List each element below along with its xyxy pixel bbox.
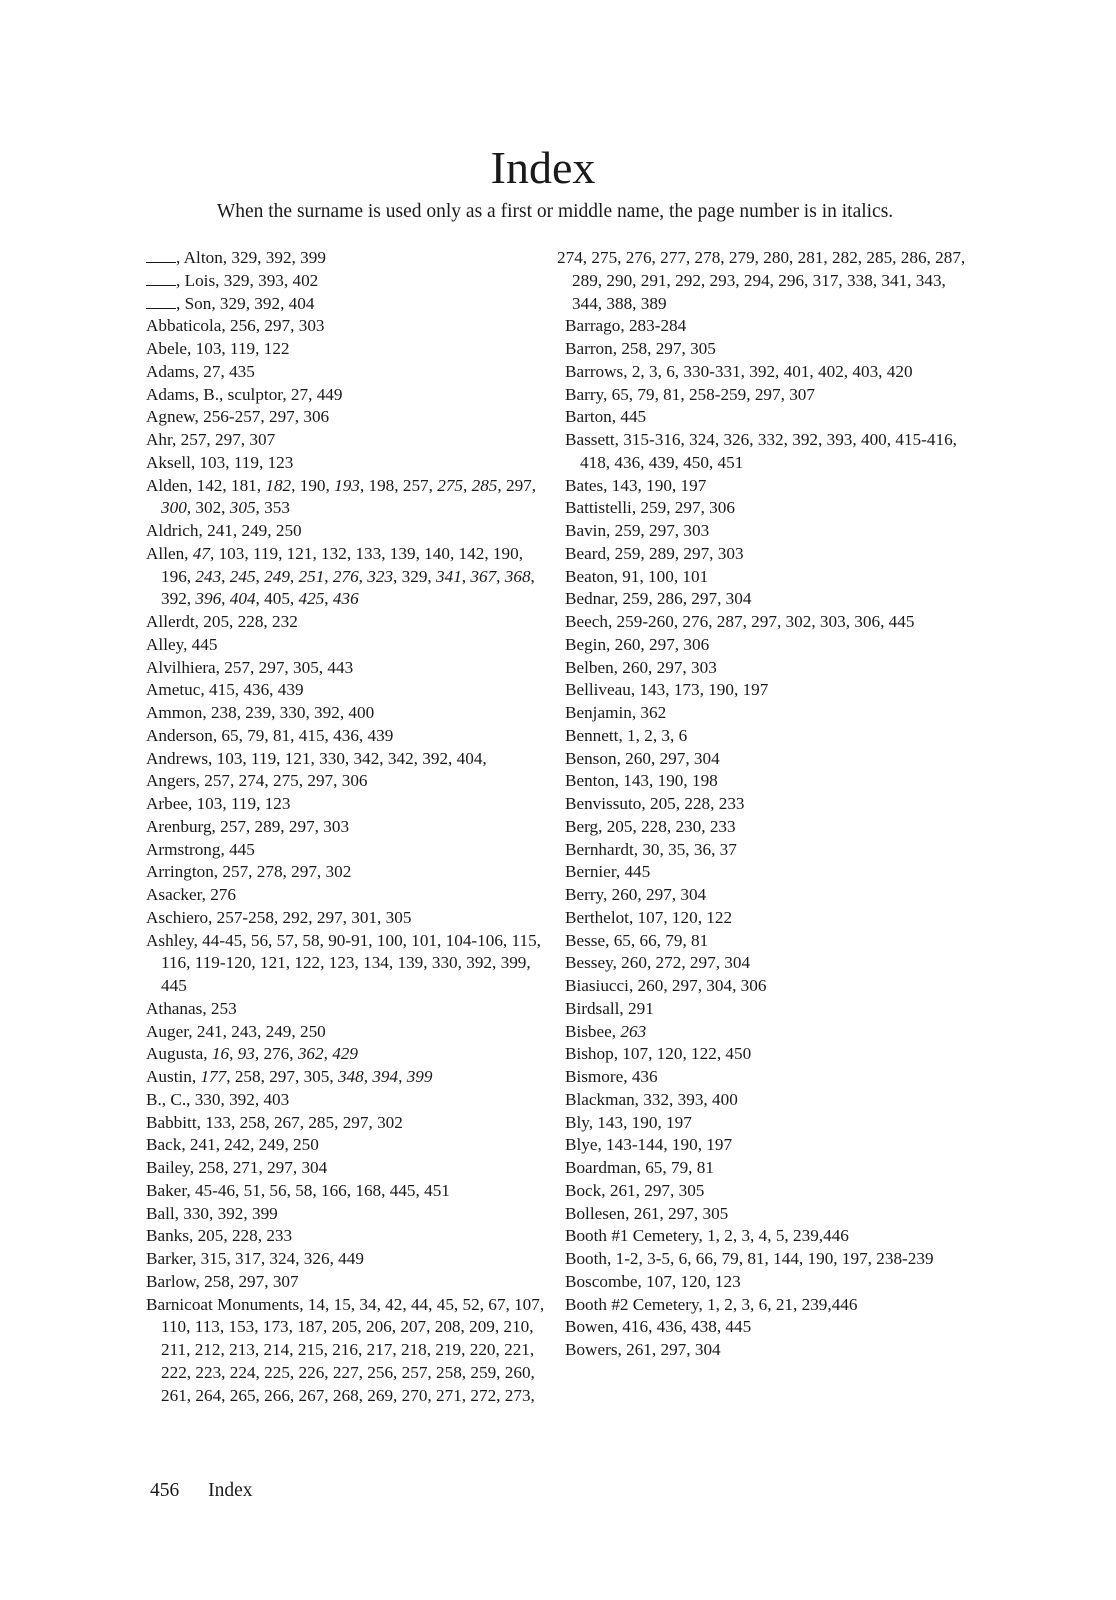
page-number: 456 (150, 1480, 180, 1501)
index-entry: Aksell, 103, 119, 123 (146, 452, 294, 472)
index-entry: Birdsall, 291 (565, 998, 654, 1018)
right-column (557, 247, 975, 1362)
italic-page-number: 245 (229, 566, 256, 586)
index-entry: Beaton, 91, 100, 101 (565, 566, 709, 586)
italic-page-number: 16 (211, 1044, 230, 1064)
left-column (146, 247, 556, 1407)
index-entry: Barrows, 2, 3, 6, 330-331, 392, 401, 402, 403, 420 (565, 361, 913, 381)
index-entry: Booth #1 Cemetery, 1, 2, 3, 4, 5, 239,446 (565, 1226, 849, 1246)
page-title: Index (490, 142, 596, 193)
index-entry: Besse, 65, 66, 79, 81 (565, 930, 709, 950)
index-entry: Beech, 259-260, 276, 287, 297, 302, 303, 306, 445 (565, 612, 915, 631)
italic-page-number: 429 (332, 1044, 358, 1064)
blank-surname-line (146, 296, 176, 309)
italic-page-number: 368 (504, 566, 531, 586)
italic-page-number: 367 (470, 566, 497, 586)
italic-page-number: 193 (334, 475, 360, 495)
index-entry: Beard, 259, 289, 297, 303 (565, 543, 744, 563)
index-entry: Belben, 260, 297, 303 (565, 657, 717, 677)
index-entry: Berg, 205, 228, 230, 233 (565, 816, 736, 836)
italic-page-number: 251 (298, 566, 325, 586)
index-entry: Barton, 445 (565, 407, 647, 427)
index-entry: Bisbee, 263 (565, 1021, 647, 1041)
page-subtitle: When the surname is used only as a first or middle name, the page number is in italics. (216, 201, 894, 222)
italic-page-number: 47 (192, 543, 210, 563)
footer-section: Index (208, 1480, 253, 1501)
index-entry: Barron, 258, 297, 305 (565, 339, 716, 358)
index-entry: Alden, 142, 181, 182, 190, 193, 198, 257, 275, 285, 297, 300, 302, 305, 353 (146, 475, 537, 518)
index-entry: Barker, 315, 317, 324, 326, 449 (146, 1249, 364, 1268)
index-entry: Battistelli, 259, 297, 306 (565, 498, 735, 518)
index-entry: Baker, 45-46, 51, 56, 58, 166, 168, 445, 451 (146, 1180, 450, 1200)
index-entry: Bismore, 436 (565, 1067, 658, 1086)
index-entry: Berthelot, 107, 120, 122 (565, 907, 733, 927)
index-entry: Andrews, 103, 119, 121, 330, 342, 342, 392, 404, (146, 748, 487, 768)
index-entry: Arrington, 257, 278, 297, 302 (146, 862, 352, 882)
index-entry: Blye, 143-144, 190, 197 (565, 1135, 733, 1155)
index-entry: Banks, 205, 228, 233 (146, 1226, 293, 1246)
index-entry: Bowers, 261, 297, 304 (565, 1340, 721, 1359)
index-entry: 274, 275, 276, 277, 278, 279, 280, 281, 282, 285, 286, 287, 289, 290, 291, 292, 293, 294, 296, 317, 338, 341, 343, 344, 388, 389 (557, 248, 966, 313)
index-entry: Agnew, 256-257, 297, 306 (146, 407, 330, 427)
index-entry: Benson, 260, 297, 304 (565, 748, 720, 768)
index-entry: Back, 241, 242, 249, 250 (146, 1135, 319, 1155)
italic-page-number: 425 (298, 589, 325, 609)
italic-page-number: 404 (229, 589, 256, 609)
italic-page-number: 263 (620, 1021, 647, 1041)
italic-page-number: 394 (372, 1067, 399, 1086)
italic-page-number: 396 (195, 589, 222, 609)
index-entry: B., C., 330, 392, 403 (146, 1089, 290, 1109)
index-entry: Barrago, 283-284 (565, 316, 687, 336)
index-entry: Alvilhiera, 257, 297, 305, 443 (146, 657, 354, 677)
italic-page-number: 249 (264, 566, 290, 586)
index-entry: Armstrong, 445 (146, 839, 255, 859)
italic-page-number: 323 (367, 566, 394, 586)
italic-page-number: 399 (406, 1067, 433, 1086)
index-entry: , Lois, 329, 393, 402 (146, 270, 556, 293)
index-entry: , Son, 329, 392, 404 (146, 293, 556, 316)
index-entry: Aschiero, 257-258, 292, 297, 301, 305 (146, 907, 412, 927)
index-entry: , Alton, 329, 392, 399 (146, 247, 556, 270)
index-entry: Ammon, 238, 239, 330, 392, 400 (146, 703, 375, 722)
index-entry: Austin, 177, 258, 297, 305, 348, 394, 399 (146, 1067, 433, 1086)
italic-page-number: 243 (195, 566, 222, 586)
index-entry: Bishop, 107, 120, 122, 450 (565, 1044, 752, 1064)
index-entry: Barry, 65, 79, 81, 258-259, 297, 307 (565, 384, 815, 404)
index-entry: Abbaticola, 256, 297, 303 (146, 316, 325, 336)
index-entry: Ametuc, 415, 436, 439 (146, 680, 304, 700)
index-entry: Athanas, 253 (146, 998, 237, 1018)
index-entry: Benton, 143, 190, 198 (565, 771, 718, 791)
index-entry: Blackman, 332, 393, 400 (565, 1089, 738, 1109)
index-entry: Babbitt, 133, 258, 267, 285, 297, 302 (146, 1112, 403, 1132)
index-entry: Booth, 1-2, 3-5, 6, 66, 79, 81, 144, 190, 197, 238-239 (565, 1249, 934, 1268)
index-entry: Bessey, 260, 272, 297, 304 (565, 953, 751, 973)
italic-page-number: 341 (436, 566, 462, 586)
index-entry: Bock, 261, 297, 305 (565, 1180, 705, 1200)
index-entry: Angers, 257, 274, 275, 297, 306 (146, 771, 368, 791)
italic-page-number: 93 (237, 1044, 255, 1064)
index-entry: Ahr, 257, 297, 307 (146, 430, 276, 449)
index-entry: Barnicoat Monuments, 14, 15, 34, 42, 44, 45, 52, 67, 107, 110, 113, 153, 173, 187, 205, 206, 207, 208, 209, 210, 211, 212, 213, 214, 215, 216, 217, 218, 219, 220, 221, 222, 223, 224, 225, 226, 227, 256, 257, 258, 259, 260, 261, 264, 265, 266, 267, 268, 269, 270, 271, 272, 273, (146, 1294, 545, 1405)
italic-page-number: 275 (437, 475, 464, 495)
index-entry: Bassett, 315-316, 324, 326, 332, 392, 393, 400, 415-416, 418, 436, 439, 450, 451 (565, 430, 957, 472)
index-entry: Asacker, 276 (146, 885, 236, 904)
blank-surname-line (146, 273, 176, 286)
index-entry: Arenburg, 257, 289, 297, 303 (146, 816, 350, 836)
index-entry: Augusta, 16, 93, 276, 362, 429 (146, 1044, 358, 1064)
index-entry: Belliveau, 143, 173, 190, 197 (565, 680, 769, 700)
index-entry: Bly, 143, 190, 197 (565, 1112, 692, 1132)
index-entry: Bavin, 259, 297, 303 (565, 521, 710, 540)
index-entry: Bollesen, 261, 297, 305 (565, 1203, 729, 1223)
index-entry: Bailey, 258, 271, 297, 304 (146, 1158, 328, 1177)
index-entry: Adams, B., sculptor, 27, 449 (146, 384, 343, 404)
italic-page-number: 305 (229, 498, 256, 518)
index-entry: Boscombe, 107, 120, 123 (565, 1271, 741, 1291)
index-entry: Benvissuto, 205, 228, 233 (565, 794, 745, 813)
italic-page-number: 276 (332, 566, 359, 586)
index-entry: Benjamin, 362 (565, 703, 667, 722)
index-entry: Allerdt, 205, 228, 232 (146, 612, 298, 631)
index-entry: Bates, 143, 190, 197 (565, 475, 707, 495)
page-footer (150, 1478, 277, 1504)
blank-surname-line (146, 250, 176, 263)
index-entry: Ball, 330, 392, 399 (146, 1203, 278, 1223)
index-entry: Auger, 241, 243, 249, 250 (146, 1021, 326, 1041)
index-entry: Anderson, 65, 79, 81, 415, 436, 439 (146, 725, 394, 745)
italic-page-number: 285 (471, 475, 498, 495)
index-entry: Biasiucci, 260, 297, 304, 306 (565, 976, 767, 995)
index-entry: Allen, 47, 103, 119, 121, 132, 133, 139, 140, 142, 190, 196, 243, 245, 249, 251, 276, 323, 329, 341, 367, 368, 392, 396, 404, 405, 425, 436 (146, 543, 535, 609)
index-entry: Ashley, 44-45, 56, 57, 58, 90-91, 100, 101, 104-106, 115, 116, 119-120, 121, 122, 123, 134, 139, 330, 392, 399, 445 (146, 930, 541, 995)
index-entry: Arbee, 103, 119, 123 (146, 794, 291, 813)
italic-page-number: 362 (297, 1044, 324, 1064)
index-entry: Berry, 260, 297, 304 (565, 885, 707, 904)
index-entry: Adams, 27, 435 (146, 361, 255, 381)
index-entry: Aldrich, 241, 249, 250 (146, 521, 302, 540)
index-entry: Bowen, 416, 436, 438, 445 (565, 1317, 752, 1337)
index-entry: Begin, 260, 297, 306 (565, 634, 710, 654)
italic-page-number: 182 (265, 475, 292, 495)
index-entry: Alley, 445 (146, 634, 218, 654)
index-entry: Bernhardt, 30, 35, 36, 37 (565, 839, 737, 859)
italic-page-number: 300 (161, 498, 187, 518)
index-entry: Bednar, 259, 286, 297, 304 (565, 589, 752, 609)
index-entry: Booth #2 Cemetery, 1, 2, 3, 6, 21, 239,446 (565, 1294, 858, 1314)
italic-page-number: 177 (200, 1067, 227, 1086)
index-entry: Boardman, 65, 79, 81 (565, 1158, 714, 1177)
index-entry: Bennett, 1, 2, 3, 6 (565, 725, 688, 745)
index-entry: Abele, 103, 119, 122 (146, 339, 290, 358)
index-entry: Barlow, 258, 297, 307 (146, 1271, 299, 1291)
italic-page-number: 436 (332, 589, 359, 609)
italic-page-number: 348 (337, 1067, 364, 1086)
index-entry: Bernier, 445 (565, 862, 651, 882)
